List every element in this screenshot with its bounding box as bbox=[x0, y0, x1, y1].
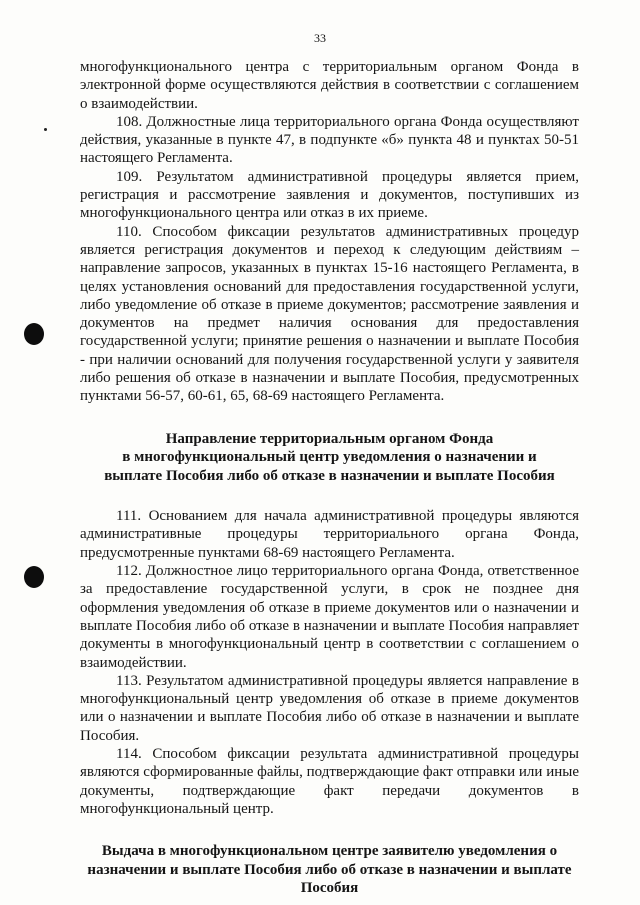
paragraph-113: 113. Результатом административной процедуры является направление в многофункциональный центр уведомления об отказе в приеме документов или о назначении и выплате Пособия либо об отказе в назначении и выплате Пособия. bbox=[80, 672, 579, 744]
punch-hole-upper bbox=[24, 323, 44, 345]
paragraph-114: 114. Способом фиксации результата административной процедуры являются сформированные файлы, подтверждающие факт отправки или иные документы, подтверждающие факт передачи документов в многофункциональный центр. bbox=[80, 746, 579, 817]
scan-speck bbox=[44, 128, 47, 131]
paragraph-111: 111. Основанием для начала административной процедуры являются административные процедуры территориального органа Фонда, предусмотренные пунктами 68-69 настоящего Регламента. bbox=[80, 508, 579, 561]
paragraph-112: 112. Должностное лицо территориального органа Фонда, ответственное за предоставление государственной услуги, в срок не позднее дня оформления уведомления об отказе в приеме документов или о назначении и выплате Пособия либо об отказе в назначении и выплате Пособия направляет документы в многофункциональный центр в соответствии с соглашением о взаимодействии. bbox=[80, 563, 579, 671]
paragraph-109: 109. Результатом административной процедуры является прием, регистрация и рассмотрение заявления и документов, поступивших из многофункционального центра или отказ в их приеме. bbox=[80, 168, 579, 222]
heading-line: Выдача в многофункциональном центре заявителю уведомления о bbox=[101, 843, 558, 860]
document-body bbox=[80, 58, 579, 898]
section-heading-mfc-issuance bbox=[80, 842, 579, 898]
heading-line: выплате Пособия либо об отказе в назначении и выплате Пособия bbox=[104, 467, 555, 484]
paragraph-continuation: многофункционального центра с территориальным органом Фонда в электронной форме осуществляются действия в соответствии с соглашением о взаимодействии. bbox=[80, 59, 579, 112]
heading-line: назначении и выплате Пособия либо об отказе в назначении и выплате bbox=[87, 861, 572, 878]
paragraph-110: 110. Способом фиксации результатов административных процедур является регистрация документов и переход к следующим действиям – направление запросов, указанных в пунктах 15-16 настоящего Регламента, в целях установления оснований для предоставления государственной услуги, либо уведомление об отказе в приеме документов; рассмотрение заявления и документов на предмет наличия основания для предоставления государственной услуги; принятие решения о назначении и выплате Пособия - при наличии оснований для получения государственной услуги у заявителя либо решения об отказе в назначении и выплате Пособия, предусмотренных пунктами 56-57, 60-61, 65, 68-69 настоящего Регламента. bbox=[80, 223, 579, 405]
section-heading-mfc-notification bbox=[80, 430, 579, 486]
punch-hole-lower bbox=[24, 566, 44, 588]
page-number: 33 bbox=[314, 31, 326, 45]
paragraph-108: 108. Должностные лица территориального органа Фонда осуществляют действия, указанные в пункте 47, в подпункте «б» пункта 48 и пунктах 50-51 настоящего Регламента. bbox=[80, 113, 579, 167]
heading-line: в многофункциональный центр уведомления о назначении и bbox=[122, 449, 537, 466]
heading-line: Пособия bbox=[300, 880, 359, 897]
heading-line: Направление территориальным органом Фонда bbox=[165, 430, 494, 447]
